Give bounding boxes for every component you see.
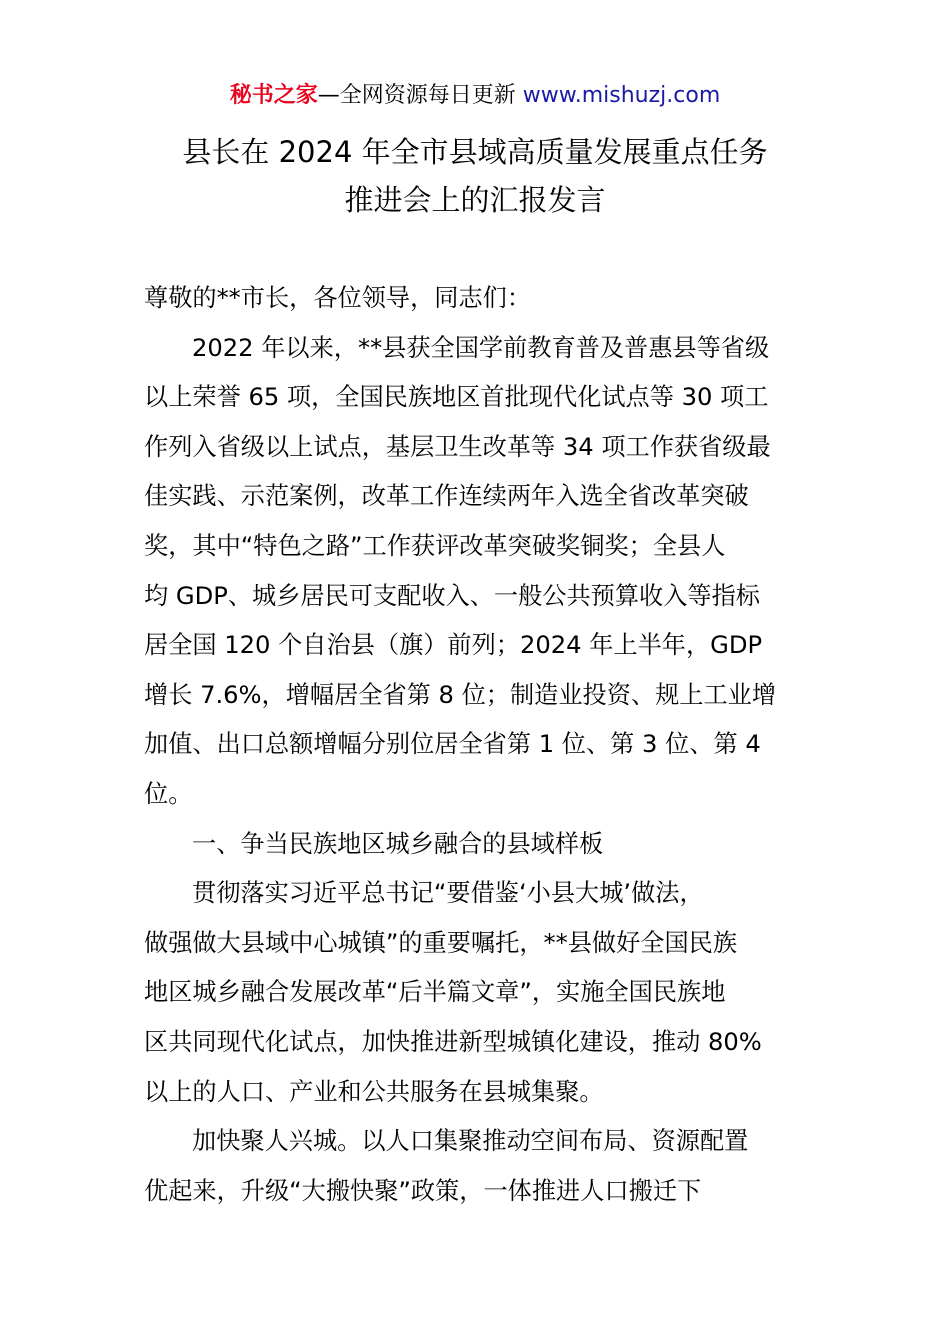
title-line-2: 推进会上的汇报发言: [344, 183, 606, 217]
paragraph-line: 作列入省级以上试点，基层卫生改革等 34 项工作获省级最: [144, 432, 771, 461]
paragraph-line: 贯彻落实习近平总书记“要借鉴‘小县大城’做法，: [192, 879, 704, 908]
paragraph-line: 加快聚人兴城。以人口集聚推动空间布局、资源配置: [192, 1127, 749, 1156]
document-body: [144, 274, 806, 1216]
paragraph-line: 居全国 120 个自治县（旗）前列；2024 年上半年，GDP: [144, 631, 763, 660]
paragraph-line: 奖，其中“特色之路”工作获评改革突破奖铜奖；全县人: [144, 531, 726, 560]
brand-name: 秘书之家: [229, 83, 318, 108]
paragraph-line: 做强做大县域中心城镇”的重要嘱托，**县做好全国民族: [144, 928, 738, 957]
document-title: [0, 128, 950, 224]
site-header: [0, 80, 950, 112]
paragraph-line: 位。: [144, 779, 193, 808]
paragraph-line: 2022 年以来，**县获全国学前教育普及普惠县等省级: [192, 333, 770, 362]
paragraph-line: 增长 7.6%，增幅居全省第 8 位；制造业投资、规上工业增: [144, 680, 777, 709]
paragraph-line: 佳实践、示范案例，改革工作连续两年入选全省改革突破: [144, 482, 749, 511]
title-line-1: 县长在 2024 年全市县域高质量发展重点任务: [182, 135, 768, 169]
paragraph-line: 以上荣誉 65 项，全国民族地区首批现代化试点等 30 项工: [144, 383, 769, 412]
paragraph-line: 优起来，升级“大搬快聚”政策，一体推进人口搬迁下: [144, 1176, 702, 1205]
paragraph-line: 地区城乡融合发展改革“后半篇文章”，实施全国民族地: [144, 978, 726, 1007]
paragraph-line: 区共同现代化试点，加快推进新型城镇化建设，推动 80%: [144, 1027, 762, 1056]
site-url-link[interactable]: www.mishuzj.com: [522, 83, 721, 108]
paragraph-line: 均 GDP、城乡居民可支配收入、一般公共预算收入等指标: [144, 581, 760, 610]
paragraph-line: 以上的人口、产业和公共服务在县城集聚。: [144, 1077, 604, 1106]
section-heading: 一、争当民族地区城乡融合的县域样板: [192, 829, 604, 858]
header-tagline: —全网资源每日更新: [317, 83, 516, 108]
salutation: 尊敬的**市长，各位领导，同志们：: [144, 284, 532, 312]
paragraph-line: 加值、出口总额增幅分别位居全省第 1 位、第 3 位、第 4: [144, 730, 761, 759]
